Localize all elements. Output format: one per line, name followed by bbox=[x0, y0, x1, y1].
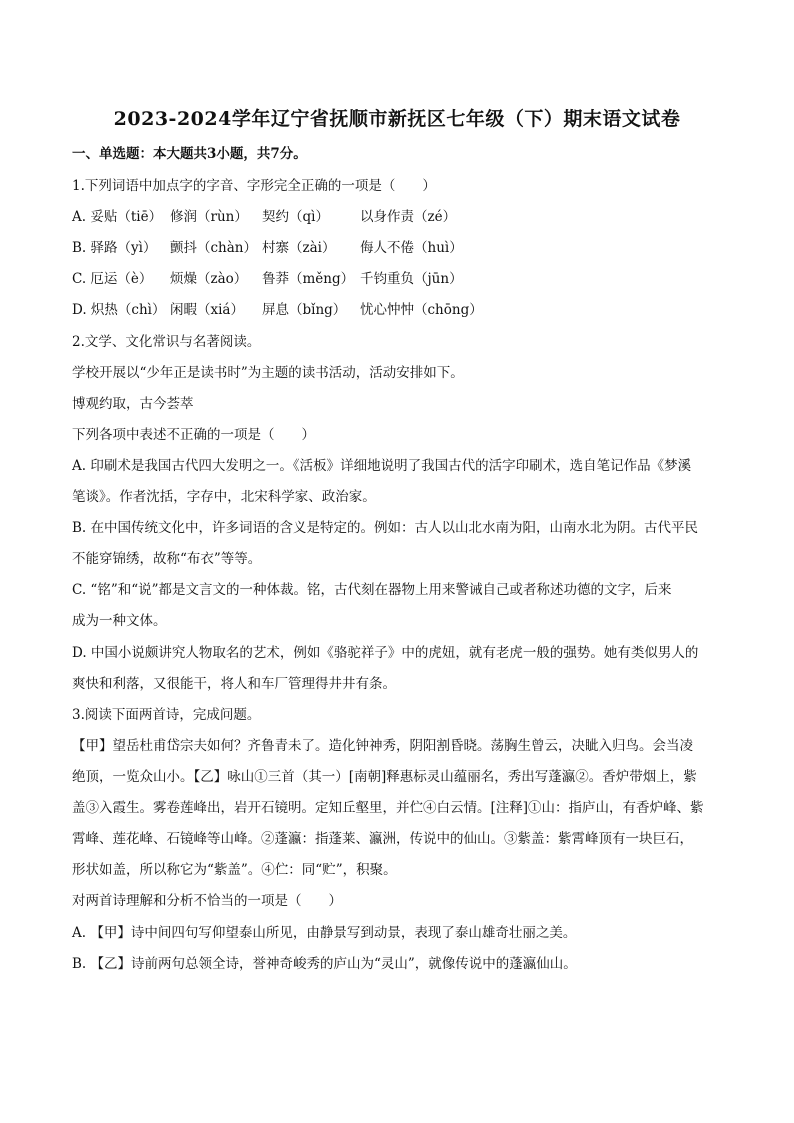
q2-option-c-continued: 成为一种文体。 bbox=[72, 613, 167, 629]
q3-option-a: A. 【甲】诗中间四句写仰望泰山所见，由静景写到动景，表现了泰山雄奇壮丽之美。 bbox=[72, 925, 577, 941]
q1-option-c-word-4: 千钧重负（jūn） bbox=[360, 271, 463, 287]
question-2-intro: 学校开展以“少年正是读书时”为主题的读书活动，活动安排如下。 bbox=[72, 365, 464, 381]
q1-option-d bbox=[72, 302, 722, 318]
q1-option-b bbox=[72, 240, 722, 256]
q1-option-a-word-3: 契约（qì） bbox=[262, 209, 329, 225]
q2-option-a-continued: 笔谈》。作者沈括，字存中，北宋科学家、政治家。 bbox=[72, 489, 376, 505]
q1-option-b-word-2: 颤抖（chàn） bbox=[170, 240, 257, 256]
poem-line: 盖③入霞生。雾卷莲峰出，岩开石镜明。定知丘壑里，并伫④白云情。[注释]①山：指庐山，有香炉峰、紫 bbox=[72, 800, 704, 816]
q1-option-d-word-3: 屏息（bǐng） bbox=[262, 302, 347, 318]
q2-option-d-continued: 爽快和利落，又很能干，将人和车厂管理得井井有条。 bbox=[72, 676, 396, 692]
q1-option-a-word-4: 以身作责（zé） bbox=[360, 209, 457, 225]
section-header: 一、单选题：本大题共3小题，共7分。 bbox=[72, 146, 307, 162]
q2-option-c: C. “铭”和“说”都是文言文的一种体裁。铭，古代刻在器物上用来警诫自己或者称述功德的文字，后来 bbox=[72, 582, 672, 598]
q1-option-d-word-4: 忧心忡忡（chōng） bbox=[360, 302, 483, 318]
q1-option-c-word-2: 烦燥（zào） bbox=[170, 271, 248, 287]
question-3-stem: 3.阅读下面两首诗，完成问题。 bbox=[72, 707, 261, 723]
q3-option-b: B. 【乙】诗前两句总领全诗，誉神奇峻秀的庐山为“灵山”，就像传说中的蓬瀛仙山。 bbox=[72, 956, 577, 972]
poem-line: 【甲】望岳杜甫岱宗夫如何？齐鲁青未了。造化钟神秀，阴阳割昏晓。荡胸生曾云，决眦入归鸟。会当凌 bbox=[72, 738, 693, 754]
question-1-stem: 1.下列词语中加点字的字音、字形完全正确的一项是（ ） bbox=[72, 178, 436, 194]
q1-option-d-word-2: 闲暇（xiá） bbox=[170, 302, 244, 318]
q1-option-c-word-3: 鲁莽（měng） bbox=[262, 271, 355, 287]
q1-option-c-word-1: C. 厄运（è） bbox=[72, 271, 153, 287]
poem-line: 形状如盖，所以称它为“紫盖”。④伫：同“贮”，积聚。 bbox=[72, 862, 397, 878]
q1-option-b-word-3: 村寨（zài） bbox=[262, 240, 336, 256]
q2-option-a: A. 印刷术是我国古代四大发明之一。《活板》详细地说明了我国古代的活字印刷术，选自笔记作品《梦溪 bbox=[72, 458, 692, 474]
question-2-stem: 2.文学、文化常识与名著阅读。 bbox=[72, 334, 261, 350]
q1-option-a-word-1: A. 妥贴（tiē） bbox=[72, 209, 163, 225]
question-2-prompt: 下列各项中表述不正确的一项是（ ） bbox=[72, 427, 315, 443]
q1-option-d-word-1: D. 炽热（chì） bbox=[72, 302, 166, 318]
q1-option-c bbox=[72, 271, 722, 287]
question-3-prompt: 对两首诗理解和分析不恰当的一项是（ ） bbox=[72, 893, 342, 909]
q2-option-b-continued: 不能穿锦绣，故称“布衣”等等。 bbox=[72, 551, 262, 567]
q1-option-b-word-1: B. 驿路（yì） bbox=[72, 240, 157, 256]
q1-option-a bbox=[72, 209, 722, 225]
q1-option-b-word-4: 侮人不倦（huì） bbox=[360, 240, 463, 256]
poem-line: 绝顶，一览众山小。【乙】咏山①三首（其一）[南朝]释惠标灵山蕴丽名，秀出写蓬瀛②。香炉带烟上，紫 bbox=[72, 769, 697, 785]
q2-option-d: D. 中国小说颇讲究人物取名的艺术，例如《骆驼祥子》中的虎妞，就有老虎一般的强势。她有类似男人的 bbox=[72, 645, 699, 661]
question-2-subtitle: 博观约取，古今荟萃 bbox=[72, 396, 194, 412]
q1-option-a-word-2: 修润（rùn） bbox=[170, 209, 248, 225]
q2-option-b: B. 在中国传统文化中，许多词语的含义是特定的。例如：古人以山北水南为阳，山南水北为阴。古代平民 bbox=[72, 520, 699, 536]
poem-line: 霄峰、莲花峰、石镜峰等山峰。②蓬瀛：指蓬莱、瀛洲，传说中的仙山。③紫盖：紫霄峰顶有一块巨石， bbox=[72, 831, 693, 847]
page-title: 2023-2024学年辽宁省抚顺市新抚区七年级（下）期末语文试卷 bbox=[113, 108, 681, 130]
